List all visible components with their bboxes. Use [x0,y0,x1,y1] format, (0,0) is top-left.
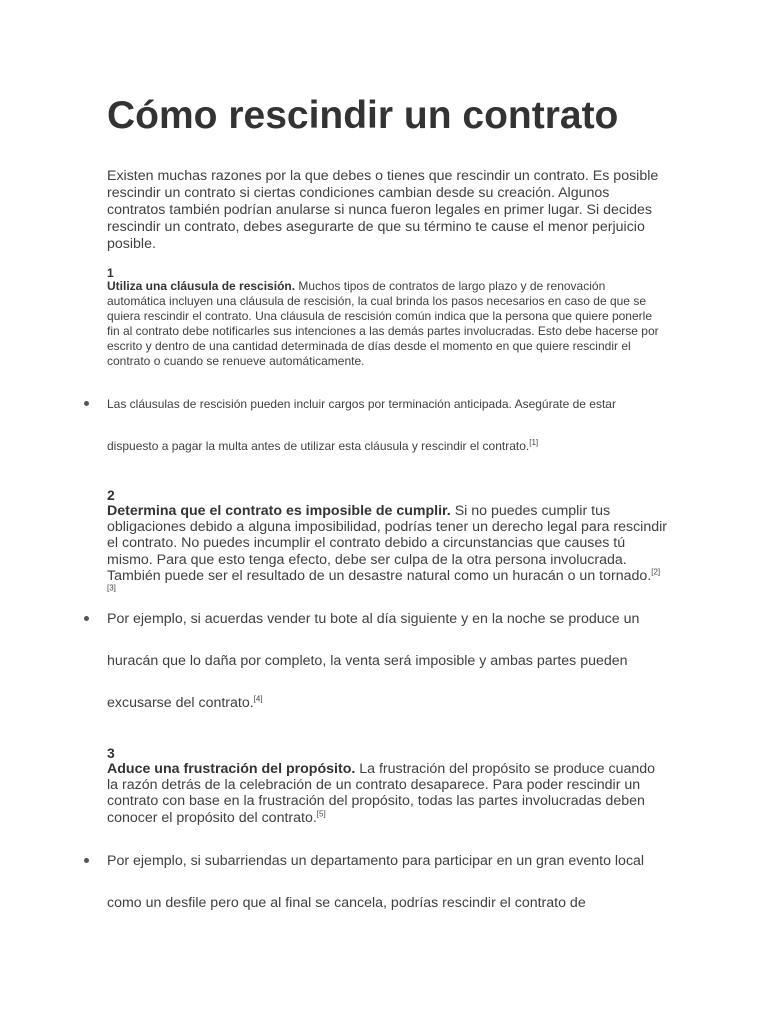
step-2-paragraph [107,503,667,600]
step-3-tip-line-1: Por ejemplo, si subarriendas un departamento para participar en un gran evento local [107,853,645,869]
step-3-text: La frustración del propósito se produce cuando la razón detrás de la celebración de un contrato desaparece. Para poder rescindir un contrato con base en la frustración del propósito, todas las partes involucradas deben conocer el propósito del contrato. [107,761,656,826]
step-1-heading: Utiliza una cláusula de rescisión. [107,279,296,293]
bullet-dot [84,858,89,863]
step-3-paragraph [107,761,667,826]
step-1-text: Muchos tipos de contratos de largo plazo y de renovación automática incluyen una cláusula de rescisión, la cual brinda los pasos necesarios en caso de que se quiera rescindir el contrato. Una cláusula de rescisión común indica que la persona que quiere ponerle fin al contrato debe notificarles sus intenciones a las demás partes involucradas. Esto debe hacerse por escrito y dentro de una cantidad determinada de días desde el momento en que quiere rescindir el contrato o cuando se renueve automáticamente. [107,279,659,368]
step-2-tip-line-1: Por ejemplo, si acuerdas vender tu bote al día siguiente y en la noche se produce un [107,611,640,627]
step-1-tip-line-1: Las cláusulas de rescisión pueden incluir cargos por terminación anticipada. Asegúrate de estar [107,397,616,411]
reference-2-3[interactable]: [2][3] [107,567,661,593]
reference-4[interactable]: [4] [253,694,263,704]
step-2-text: Si no puedes cumplir tus obligaciones debido a alguna imposibilidad, podrías tener un derecho legal para rescindir el contrato. No puedes incumplir el contrato debido a circunstancias que causes tú mismo. Para que esto tenga efecto, debe ser culpa de la otra persona involucrada. También puede ser el resultado de un desastre natural como un huracán o un tornado. [107,503,667,584]
bullet-dot [84,616,89,621]
reference-1[interactable]: [1] [529,438,539,447]
step-1-paragraph [107,279,667,369]
step-3-tip-line-2: como un desfile pero que al final se cancela, podrías rescindir el contrato de [107,895,586,911]
step-2-number: 2 [107,487,115,503]
step-1-tip-line-2: dispuesto a pagar la multa antes de utilizar esta cláusula y rescindir el contrato.[1] [107,438,539,453]
intro-paragraph: Existen muchas razones por la que debes o tienes que rescindir un contrato. Es posible rescindir un contrato si ciertas condiciones cambian desde su creación. Algunos contratos también podrían anularse si nunca fueron legales en primer lugar. Si decides rescindir un contrato, debes asegurarte de que su término te cause el menor perjuicio posible. [107,168,659,252]
step-2-heading: Determina que el contrato es imposible de cumplir. [107,503,451,519]
step-2-tip-line-2: huracán que lo daña por completo, la venta será imposible y ambas partes pueden [107,653,628,669]
step-2-tip-line-3: excusarse del contrato.[4] [107,694,263,711]
page-title: Cómo rescindir un contrato [107,94,619,137]
step-3-heading: Aduce una frustración del propósito. [107,761,356,777]
step-1-number: 1 [107,266,114,280]
bullet-dot [84,401,89,406]
reference-5[interactable]: [5] [316,808,326,818]
step-3-number: 3 [107,745,115,761]
